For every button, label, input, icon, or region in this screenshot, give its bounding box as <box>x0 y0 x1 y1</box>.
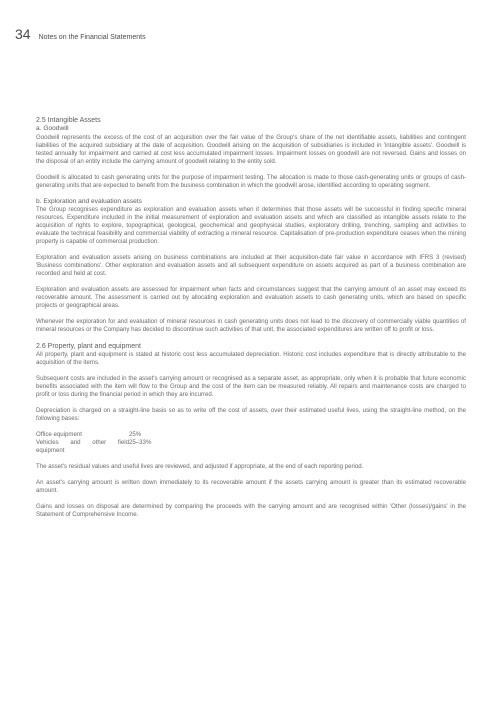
paragraph-exploration-1: The Group recognises expenditure as exploration and evaluation assets when it determines that those assets will be successful in finding specific mineral resources. Expenditure included in the initial measurement of exploration and evaluation assets and which are classified as intangible assets relate to the acquisition of rights to explore, topographical, geological, geochemical and geophysical studies, exploratory drilling, trenching, sampling and activities to evaluate the technical feasibility and commercial viability of extracting a mineral resource. Capitalisation of pre-production expenditure ceases when the mining property is capable of commercial production. <box>36 206 466 245</box>
rate-label: Vehicles and other field equipment <box>36 439 129 454</box>
page-header <box>15 26 146 42</box>
rate-row <box>36 431 466 439</box>
paragraph-ppe-5: An asset's carrying amount is written down immediately to its recoverable amount if the assets carrying amount is greater than its estimated recoverable amount. <box>36 479 466 494</box>
rate-value: 25% <box>129 431 142 438</box>
section-heading-property-plant-equipment: 2.6 Property, plant and equipment <box>36 343 141 350</box>
rate-row <box>36 439 466 455</box>
section-heading-intangible-assets: 2.5 Intangible Assets <box>36 117 101 124</box>
subheading-exploration: b. Exploration and evaluation assets <box>36 197 142 205</box>
subheading-goodwill: a. Goodwill <box>36 125 69 132</box>
running-title: Notes on the Financial Statements <box>38 34 146 41</box>
page-body <box>36 116 466 519</box>
rate-value: 25–33% <box>129 439 152 446</box>
paragraph-ppe-6: Gains and losses on disposal are determined by comparing the proceeds with the carrying amount and are recognised within 'Other (losses)/gains' in the Statement of Comprehensive Income. <box>36 503 466 518</box>
paragraph-ppe-2: Subsequent costs are included in the asset's carrying amount or recognised as a separate asset, as appropriate, only when it is probable that future economic benefits associated with the item will flow to the Group and the cost of the item can be measured reliably. All repairs and maintenance costs are charged to profit or loss during the financial period in which they are incurred. <box>36 375 466 398</box>
paragraph-exploration-4: Whenever the exploration for and evaluation of mineral resources in cash generating units does not lead to the discovery of commercially viable quantities of mineral resources or the Company has decided to discontinue such activities of that unit, the associated expenditures are written off to profit or loss. <box>36 318 466 333</box>
paragraph-ppe-1: All property, plant and equipment is stated at historic cost less accumulated depreciation. Historic cost includes expenditure that is directly attributable to the acquisition of the items. <box>36 351 466 366</box>
paragraph-exploration-3: Exploration and evaluation assets are assessed for impairment when facts and circumstances suggest that the carrying amount of an asset may exceed its recoverable amount. The assessment is carried out by allocating exploration and evaluation assets to cash generating units, which are based on specific projects or geographical areas. <box>36 286 466 309</box>
depreciation-rates <box>36 431 466 455</box>
rate-label: Office equipment <box>36 431 82 438</box>
page-number: 34 <box>15 26 31 42</box>
paragraph-goodwill-1: Goodwill represents the excess of the cost of an acquisition over the fair value of the Group's share of the net identifiable assets, liabilities and contingent liabilities of the acquired subsidiary at the date of acquisition. Goodwill arising on the acquisition of subsidiaries is included in 'intangible assets'. Goodwill is tested annually for impairment and carried at cost less accumulated impairment losses. Impairment losses on goodwill are not reversed. Gains and losses on the disposal of an entity include the carrying amount of goodwill relating to the entity sold. <box>36 133 466 165</box>
paragraph-goodwill-2: Goodwill is allocated to cash generating units for the purpose of impairment testing. The allocation is made to those cash-generating units or groups of cash-generating units that are expected to benefit from the business combination in which the goodwill arose, identified according to operating segment. <box>36 173 466 189</box>
paragraph-ppe-4: The asset's residual values and useful lives are reviewed, and adjusted if appropriate, at the end of each reporting period. <box>36 463 364 470</box>
paragraph-ppe-3: Depreciation is charged on a straight-line basis so as to write off the cost of assets, over their estimated useful lives, using the straight-line method, on the following bases: <box>36 407 466 422</box>
paragraph-exploration-2: Exploration and evaluation assets arising on business combinations are included at their acquisition-date fair value in accordance with IFRS 3 (revised) 'Business combinations'. Other exploration and evaluation assets and all subsequent expenditure on assets acquired as part of a business combination are recorded and held at cost. <box>36 254 466 277</box>
